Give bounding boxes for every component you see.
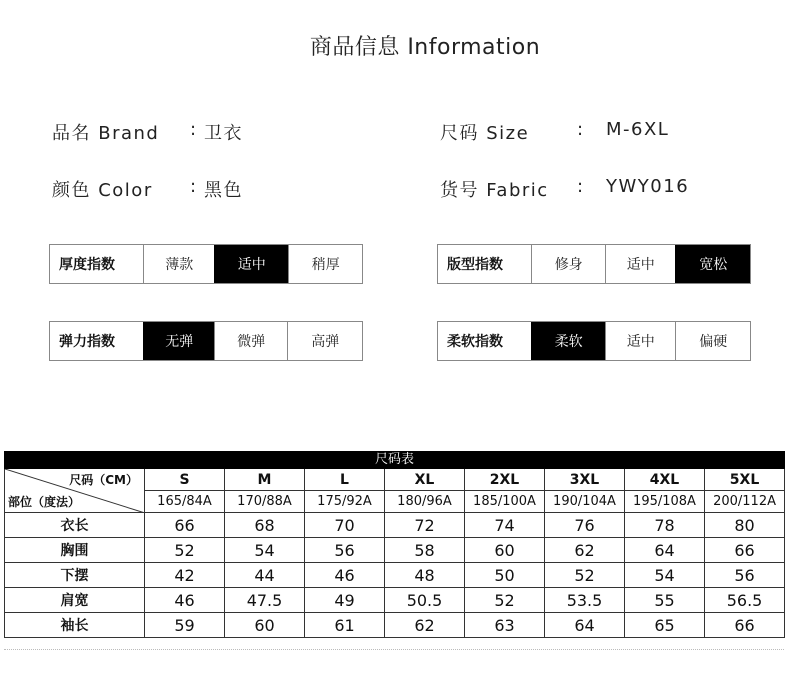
table-row (5, 563, 785, 588)
measure-cell: 65 (625, 613, 705, 638)
measure-cell: 56 (705, 563, 785, 588)
measure-cell: 52 (465, 588, 545, 613)
fit-option: 适中 (605, 245, 676, 283)
measure-cell: 64 (625, 538, 705, 563)
brand-colon: : (190, 119, 198, 140)
measure-cell: 66 (705, 613, 785, 638)
measure-cell: 59 (145, 613, 225, 638)
measure-cell: 47.5 (225, 588, 305, 613)
page-title: 商品信息 Information (309, 35, 541, 60)
measure-cell: 53.5 (545, 588, 625, 613)
measure-cell: 62 (385, 613, 465, 638)
measure-cell: 52 (145, 538, 225, 563)
measure-cell: 50 (465, 563, 545, 588)
measure-cell: 78 (625, 513, 705, 538)
table-row (5, 513, 785, 538)
measure-cell: 60 (465, 538, 545, 563)
fit-scale-label: 版型指数 (447, 257, 503, 273)
measure-cell: 63 (465, 613, 545, 638)
measure-cell: 66 (705, 538, 785, 563)
measure-cell: 52 (545, 563, 625, 588)
info-color (52, 176, 243, 202)
elasticity-option: 微弹 (214, 322, 288, 360)
measure-cell: 50.5 (385, 588, 465, 613)
fabric-value: YWY016 (606, 176, 690, 197)
measure-cell: 70 (305, 513, 385, 538)
measure-cell: 76 (545, 513, 625, 538)
measure-cell: 54 (225, 538, 305, 563)
fit-scale (437, 244, 751, 284)
size-heading: L (305, 469, 385, 491)
softness-scale (437, 321, 751, 361)
size-value: M-6XL (606, 119, 670, 140)
measure-cell: 68 (225, 513, 305, 538)
measure-cell: 49 (305, 588, 385, 613)
measure-cell: 72 (385, 513, 465, 538)
measure-cell: 58 (385, 538, 465, 563)
measure-cell: 61 (305, 613, 385, 638)
thickness-scale-label: 厚度指数 (59, 257, 115, 273)
fit-option: 修身 (531, 245, 605, 283)
size-table-caption: 尺码表 (5, 452, 785, 469)
thickness-option: 薄款 (143, 245, 214, 283)
standard-cell: 175/92A (305, 491, 385, 513)
measure-cell: 64 (545, 613, 625, 638)
table-row (5, 538, 785, 563)
elasticity-scale-label: 弹力指数 (59, 334, 115, 350)
softness-option: 偏硬 (675, 322, 750, 360)
softness-option: 柔软 (531, 322, 605, 360)
measure-cell: 42 (145, 563, 225, 588)
measure-name: 袖长 (5, 613, 145, 638)
table-row (5, 613, 785, 638)
thickness-option: 适中 (214, 245, 289, 283)
measure-cell: 48 (385, 563, 465, 588)
measure-cell: 80 (705, 513, 785, 538)
softness-scale-label: 柔软指数 (447, 334, 503, 350)
color-value: 黑色 (204, 180, 243, 201)
thickness-option: 稍厚 (288, 245, 362, 283)
measure-cell: 56 (305, 538, 385, 563)
standard-cell: 200/112A (705, 491, 785, 513)
size-label: 尺码 Size (440, 123, 530, 144)
brand-value: 卫衣 (204, 123, 243, 144)
size-table-corner (5, 469, 145, 513)
fabric-colon: : (577, 176, 585, 197)
measure-cell: 44 (225, 563, 305, 588)
fabric-label: 货号 Fabric (440, 180, 549, 201)
measure-cell: 56.5 (705, 588, 785, 613)
corner-size-label: 尺码（CM） (69, 473, 138, 487)
standard-cell: 190/104A (545, 491, 625, 513)
thickness-scale (49, 244, 363, 284)
size-header-row (5, 469, 785, 491)
standard-cell: 185/100A (465, 491, 545, 513)
softness-option: 适中 (605, 322, 676, 360)
measure-cell: 55 (625, 588, 705, 613)
measure-name: 衣长 (5, 513, 145, 538)
standard-cell: 170/88A (225, 491, 305, 513)
size-heading: 2XL (465, 469, 545, 491)
measure-name: 肩宽 (5, 588, 145, 613)
size-colon: : (577, 119, 585, 140)
color-colon: : (190, 176, 198, 197)
standard-cell: 180/96A (385, 491, 465, 513)
size-heading: 3XL (545, 469, 625, 491)
color-label: 颜色 Color (52, 180, 153, 201)
measure-cell: 74 (465, 513, 545, 538)
elasticity-option: 无弹 (143, 322, 214, 360)
standard-cell: 195/108A (625, 491, 705, 513)
measure-name: 胸围 (5, 538, 145, 563)
size-heading: S (145, 469, 225, 491)
elasticity-option: 高弹 (287, 322, 362, 360)
measure-cell: 66 (145, 513, 225, 538)
elasticity-scale (49, 321, 363, 361)
standard-cell: 165/84A (145, 491, 225, 513)
info-brand (52, 119, 243, 145)
measure-cell: 54 (625, 563, 705, 588)
size-heading: 5XL (705, 469, 785, 491)
info-fabric (440, 176, 690, 202)
size-table (4, 451, 785, 638)
measure-cell: 46 (305, 563, 385, 588)
bottom-divider (4, 649, 784, 650)
corner-part-label: 部位（度法） (8, 495, 81, 509)
size-heading: XL (385, 469, 465, 491)
table-row (5, 588, 785, 613)
measure-cell: 46 (145, 588, 225, 613)
info-size (440, 119, 670, 145)
fit-option: 宽松 (675, 245, 750, 283)
measure-name: 下摆 (5, 563, 145, 588)
brand-label: 品名 Brand (52, 123, 160, 144)
measure-cell: 62 (545, 538, 625, 563)
size-heading: M (225, 469, 305, 491)
size-heading: 4XL (625, 469, 705, 491)
measure-cell: 60 (225, 613, 305, 638)
